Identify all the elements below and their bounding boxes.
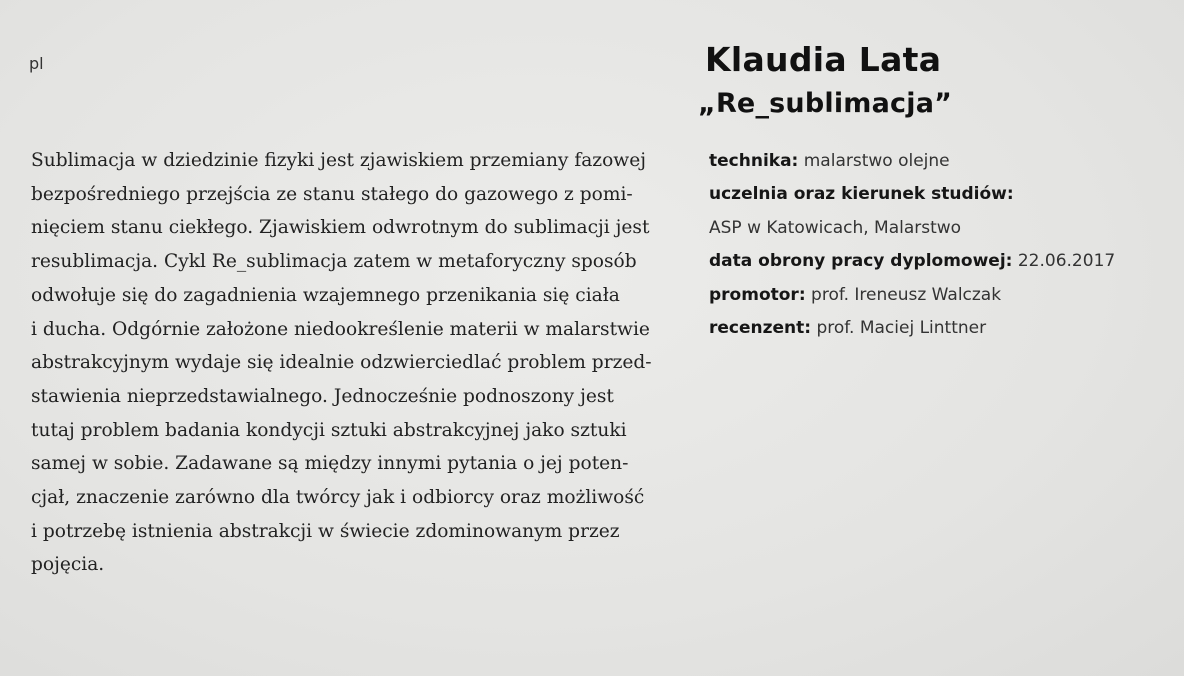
defense-date-label: data obrony pracy dyplomowej: [709,251,1013,272]
description-text [31,144,696,582]
author-name: Klaudia Lata [705,40,942,79]
description-line: cjał, znaczenie zarówno dla twórcy jak i odbiorcy oraz możliwość [31,487,645,509]
technique-row [709,145,1179,178]
defense-date-value: 22.06.2017 [1017,251,1116,272]
description-line: abstrakcyjnym wydaje się idealnie odzwierciedlać problem przed- [31,352,652,374]
supervisor-value: prof. Ireneusz Walczak [811,284,1002,305]
school-value-row [709,212,1179,245]
work-title: „Re_sublimacja” [698,88,953,119]
description-line: stawienia nieprzedstawialnego. Jednocześnie podnoszony jest [31,385,614,407]
reviewer-row [709,312,1179,345]
technique-value: malarstwo olejne [803,151,950,171]
description-line: tutaj problem badania kondycji sztuki abstrakcyjnej jako sztuki [31,419,627,441]
defense-date-row [709,245,1179,278]
supervisor-label: promotor: [709,284,806,305]
description-line: i ducha. Odgórnie założone niedookreślenie materii w malarstwie [31,318,650,340]
reviewer-label: recenzent: [709,318,812,339]
school-value: ASP w Katowicach, Malarstwo [709,217,962,238]
description-line: bezpośredniego przejścia ze stanu stałego do gazowego z pomi- [31,183,633,205]
technique-label: technika: [709,151,799,171]
reviewer-value: prof. Maciej Linttner [816,318,987,339]
description-line: nięciem stanu ciekłego. Zjawiskiem odwrotnym do sublimacji jest [31,217,650,239]
description-line: samej w sobie. Zadawane są między innymi pytania o jej poten- [31,453,629,475]
description-line: i potrzebę istnienia abstrakcji w świecie zdominowanym przez [31,520,620,542]
school-label: uczelnia oraz kierunek studiów: [709,184,1014,205]
supervisor-row [709,279,1179,312]
description-line: odwołuje się do zagadnienia wzajemnego przenikania się ciała [31,284,620,306]
description-line: pojęcia. [31,554,105,576]
work-metadata [709,145,1179,345]
language-code: pl [29,54,44,73]
description-line: resublimacja. Cykl Re_sublimacja zatem w metaforyczny sposób [31,251,637,273]
description-line: Sublimacja w dziedzinie fizyki jest zjawiskiem przemiany fazowej [31,150,646,171]
school-label-row [709,178,1179,211]
